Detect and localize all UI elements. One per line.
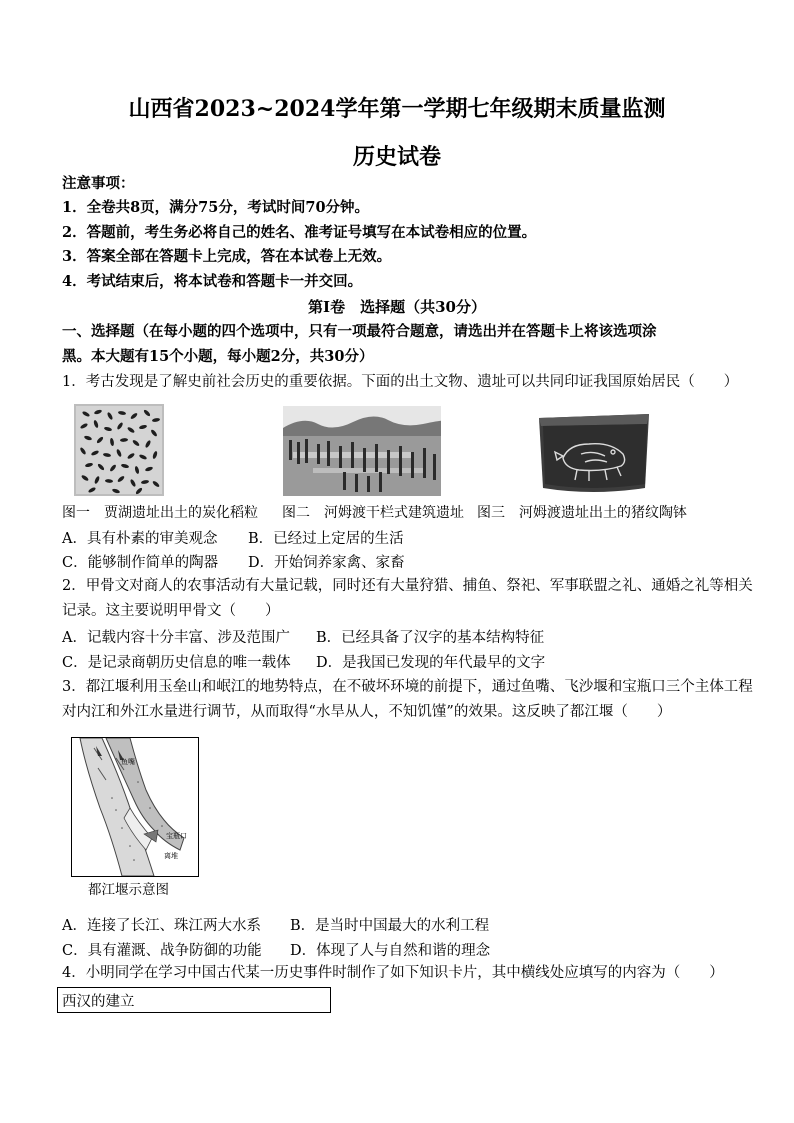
question-1-stem: 1．考古发现是了解史前社会历史的重要依据。下面的出土文物、遗址可以共同印证我国原始居民（ ） <box>62 374 739 390</box>
option-a: A．记载内容十分丰富、涉及范围广 <box>62 630 290 646</box>
option-a: A．具有朴素的审美观念 <box>62 531 218 547</box>
option-c: C．具有灌溉、战争防御的功能 <box>62 943 262 959</box>
notice-item: 1．全卷共8页，满分75分，考试时间70分钟。 <box>62 199 370 216</box>
notice-item: 3．答案全部在答题卡上完成，答在本试卷上无效。 <box>62 248 392 265</box>
question-3-stem: 对内江和外江水量进行调节，从而取得“水旱从人，不知饥馑”的效果。这反映了都江堰（ ） <box>62 704 672 720</box>
question-3-stem: 3．都江堰利用玉垒山和岷江的地势特点，在不破坏环境的前提下，通过鱼嘴、飞沙堰和宝瓶口三个主体工程 <box>62 679 753 695</box>
dujiangyan-map <box>71 737 199 877</box>
li-dui-label: 离堆 <box>164 852 178 860</box>
section-instruction: 黑。本大题有15个小题，每小题2分，共30分） <box>62 348 374 365</box>
option-d: D．体现了人与自然和谐的理念 <box>290 943 491 959</box>
question-2-stem: 记录。这主要说明甲骨文（ ） <box>62 603 280 619</box>
option-c: C．能够制作简单的陶器 <box>62 555 219 571</box>
knowledge-card-text: 西汉的建立 <box>62 994 135 1010</box>
carbonized-rice-image <box>74 404 164 496</box>
question-4-stem: 4．小明同学在学习中国古代某一历史事件时制作了如下知识卡片，其中横线处应填写的内容为（ ） <box>62 965 724 981</box>
question-2-stem: 2．甲骨文对商人的农事活动有大量记载，同时还有大量狩猎、捕鱼、祭祀、军事联盟之礼、通婚之礼等相关 <box>62 578 753 594</box>
notice-item: 2．答题前，考生务必将自己的姓名、准考证号填写在本试卷相应的位置。 <box>62 224 537 241</box>
figure-caption: 图三 河姆渡遗址出土的猪纹陶钵 <box>477 505 687 521</box>
map-caption: 都江堰示意图 <box>88 882 169 898</box>
pig-pattern-pottery-image <box>533 410 655 495</box>
stilt-house-site-image <box>283 406 441 496</box>
option-b: B．已经具备了汉字的基本结构特征 <box>316 630 545 646</box>
fish-mouth-label: 鱼嘴 <box>121 758 135 766</box>
option-b: B．是当时中国最大的水利工程 <box>290 918 490 934</box>
exam-subtitle: 历史试卷 <box>352 144 441 170</box>
option-c: C．是记录商朝历史信息的唯一载体 <box>62 655 291 671</box>
figure-caption: 图二 河姆渡干栏式建筑遗址 <box>282 505 464 521</box>
option-d: D．是我国已发现的年代最早的文字 <box>316 655 546 671</box>
bottle-neck-label: 宝瓶口 <box>166 832 187 840</box>
option-d: D．开始饲养家禽、家畜 <box>248 555 405 571</box>
notice-item: 4．考试结束后，将本试卷和答题卡一并交回。 <box>62 273 363 290</box>
option-b: B．已经过上定居的生活 <box>248 531 404 547</box>
section-title: 第Ⅰ卷 选择题（共30分） <box>308 298 486 316</box>
figure-caption: 图一 贾湖遗址出土的炭化稻粒 <box>62 505 258 521</box>
section-instruction: 一、选择题（在每小题的四个选项中，只有一项最符合题意，请选出并在答题卡上将该选项涂 <box>62 323 657 340</box>
option-a: A．连接了长江、珠江两大水系 <box>62 918 261 934</box>
exam-title: 山西省2023~2024学年第一学期七年级期末质量监测 <box>128 96 666 122</box>
knowledge-card <box>57 987 331 1013</box>
notice-heading: 注意事项： <box>62 175 135 192</box>
